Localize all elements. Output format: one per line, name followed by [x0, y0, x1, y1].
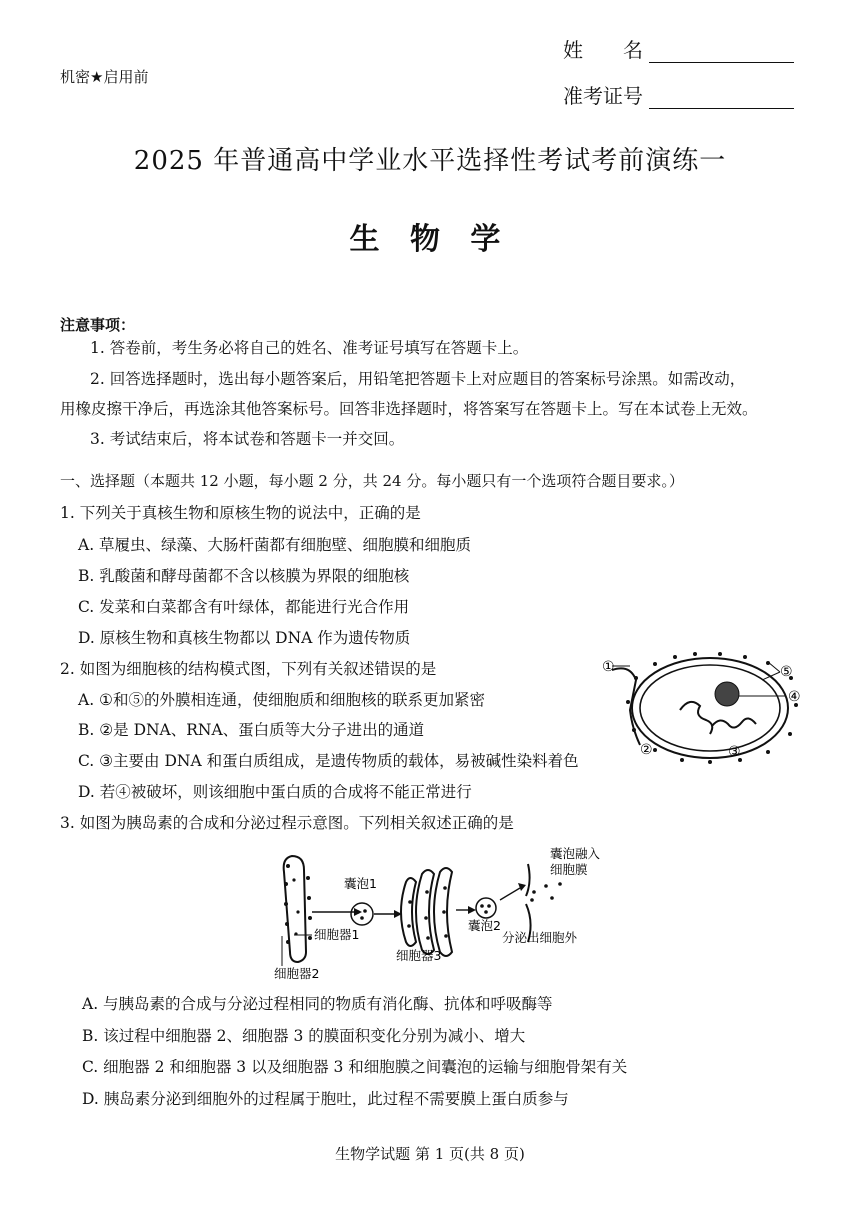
- label-organelle-1: 细胞器1: [314, 927, 360, 942]
- name-blank: [649, 44, 794, 63]
- q3-option-d: D. 胰岛素分泌到细胞外的过程属于胞吐，此过程不需要膜上蛋白质参与: [82, 1090, 569, 1108]
- name-label: 姓 名: [563, 38, 643, 62]
- insulin-secretion-diagram: [270, 842, 650, 982]
- nucleolus: [715, 682, 739, 706]
- exam-title: 2025 年普通高中学业水平选择性考试考前演练一: [133, 146, 727, 176]
- label-organelle-2: 细胞器2: [274, 966, 320, 981]
- nucleus-diagram: [600, 650, 815, 765]
- exam-id-label: 准考证号: [563, 84, 643, 108]
- figure-label-4: ④: [788, 689, 801, 705]
- note-item: 2. 回答选择题时，选出每小题答案后，用铅笔把答题卡上对应题目的答案标号涂黑。如需改动，: [90, 370, 746, 388]
- figure-label-1: ①: [602, 659, 615, 675]
- question-2-stem: 2. 如图为细胞核的结构模式图，下列有关叙述错误的是: [60, 660, 437, 678]
- outer-nuclear-membrane: [632, 658, 788, 758]
- question-3-stem: 3. 如图为胰岛素的合成和分泌过程示意图。下列相关叙述正确的是: [60, 814, 514, 832]
- label-vesicle-2: 囊泡2: [468, 918, 501, 933]
- q2-option-d: D. 若④被破坏，则该细胞中蛋白质的合成将不能正常进行: [78, 783, 472, 801]
- question-1-stem: 1. 下列关于真核生物和原核生物的说法中，正确的是: [60, 504, 421, 522]
- q3-option-b: B. 该过程中细胞器 2、细胞器 3 的膜面积变化分别为减小、增大: [82, 1027, 526, 1045]
- note-item: 1. 答卷前，考生务必将自己的姓名、准考证号填写在答题卡上。: [90, 339, 529, 357]
- endoplasmic-reticulum: [612, 668, 640, 745]
- figure-label-2: ②: [640, 742, 653, 758]
- label-vesicle-1: 囊泡1: [344, 876, 377, 891]
- q3-option-a: A. 与胰岛素的合成与分泌过程相同的物质有消化酶、抗体和呼吸酶等: [82, 995, 553, 1013]
- figure-label-3: ③: [728, 744, 741, 760]
- q2-option-c: C. ③主要由 DNA 和蛋白质组成，是遗传物质的载体，易被碱性染料着色: [78, 752, 579, 770]
- note-item: 用橡皮擦干净后，再选涂其他答案标号。回答非选择题时，将答案写在答题卡上。写在本试卷上无效。: [60, 400, 758, 418]
- label-secretion: 分泌出细胞外: [502, 930, 578, 945]
- q3-option-c: C. 细胞器 2 和细胞器 3 以及细胞器 3 和细胞膜之间囊泡的运输与细胞骨架有关: [82, 1058, 628, 1076]
- label-line-5a: [768, 662, 780, 672]
- q1-option-a: A. 草履虫、绿藻、大肠杆菌都有细胞壁、细胞膜和细胞质: [78, 536, 472, 554]
- notes-heading: 注意事项：: [60, 316, 136, 334]
- figure-label-5: ⑤: [780, 664, 793, 680]
- arrow-4: [500, 888, 520, 900]
- label-vesicle-fuse-1: 囊泡融入: [550, 846, 601, 861]
- subject-title: 生 物 学: [349, 222, 511, 257]
- q1-option-c: C. 发菜和白菜都含有叶绿体，都能进行光合作用: [78, 598, 410, 616]
- vesicle-2: [476, 898, 496, 918]
- exam-id-field: [563, 80, 794, 109]
- page-footer: 生物学试题 第 1 页(共 8 页): [335, 1145, 525, 1163]
- section-heading: 一、选择题（本题共 12 小题，每小题 2 分，共 24 分。每小题只有一个选项符合题目要求。）: [60, 472, 684, 490]
- chromatin: [680, 702, 756, 734]
- confidential-label: 机密★启用前: [60, 68, 149, 86]
- q2-option-b: B. ②是 DNA、RNA、蛋白质等大分子进出的通道: [78, 721, 425, 739]
- inner-nuclear-membrane: [640, 665, 780, 751]
- organelle-2-er: [284, 856, 306, 962]
- name-field: [563, 34, 794, 63]
- q1-option-d: D. 原核生物和真核生物都以 DNA 作为遗传物质: [78, 629, 411, 647]
- exam-id-blank: [649, 90, 794, 109]
- q2-option-a: A. ①和⑤的外膜相连通，使细胞质和细胞核的联系更加紧密: [78, 691, 485, 709]
- label-vesicle-fuse-2: 细胞膜: [550, 862, 588, 877]
- q1-option-b: B. 乳酸菌和酵母菌都不含以核膜为界限的细胞核: [78, 567, 410, 585]
- note-item: 3. 考试结束后，将本试卷和答题卡一并交回。: [90, 430, 405, 448]
- label-organelle-3: 细胞器3: [396, 948, 442, 963]
